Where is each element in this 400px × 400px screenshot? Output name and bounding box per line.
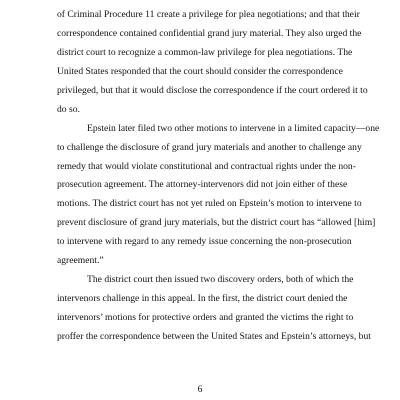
text-line: do so. [57,103,80,115]
text-line: remedy that would violate constitutional and contractual rights under the non- [57,160,356,172]
text-line: prevent disclosure of grand jury materials, but the district court has “allowed [him] [57,217,376,229]
text-line: intervenors’ motions for protective orders and granted the victims the right to [57,312,354,323]
text-line: to intervene with regard to any remedy issue concerning the non-prosecution [57,236,352,248]
text-line: of Criminal Procedure 11 create a privilege for plea negotiations; and that their [57,9,360,20]
text-line: motions. The district court has not yet ruled on Epstein’s motion to intervene to [57,198,362,210]
text-line: prosecution agreement. The attorney-intervenors did not join either of these [57,179,348,191]
text-line: correspondence contained confidential grand jury material. They also urged the [57,27,362,39]
paragraph-first-line: The district court then issued two discovery orders, both of which the [87,274,354,286]
text-line: to challenge the disclosure of grand jury materials and another to challenge any [57,141,362,153]
text-line: proffer the correspondence between the United States and Epstein’s attorneys, but [57,330,371,342]
paragraph-first-line: Epstein later filed two other motions to intervene in a limited capacity—one [87,122,380,134]
text-line: district court to recognize a common-law privilege for plea negotiations. The [57,46,353,58]
text-line: agreement.” [57,255,104,267]
page-number: 6 [197,384,203,395]
text-line: intervenors challenge in this appeal. In the first, the district court denied the [57,293,348,305]
body-text [57,6,380,347]
text-line: privileged, but that it would disclose the correspondence if the court ordered it to [57,84,368,96]
text-line: United States responded that the court should consider the correspondence [57,65,343,77]
